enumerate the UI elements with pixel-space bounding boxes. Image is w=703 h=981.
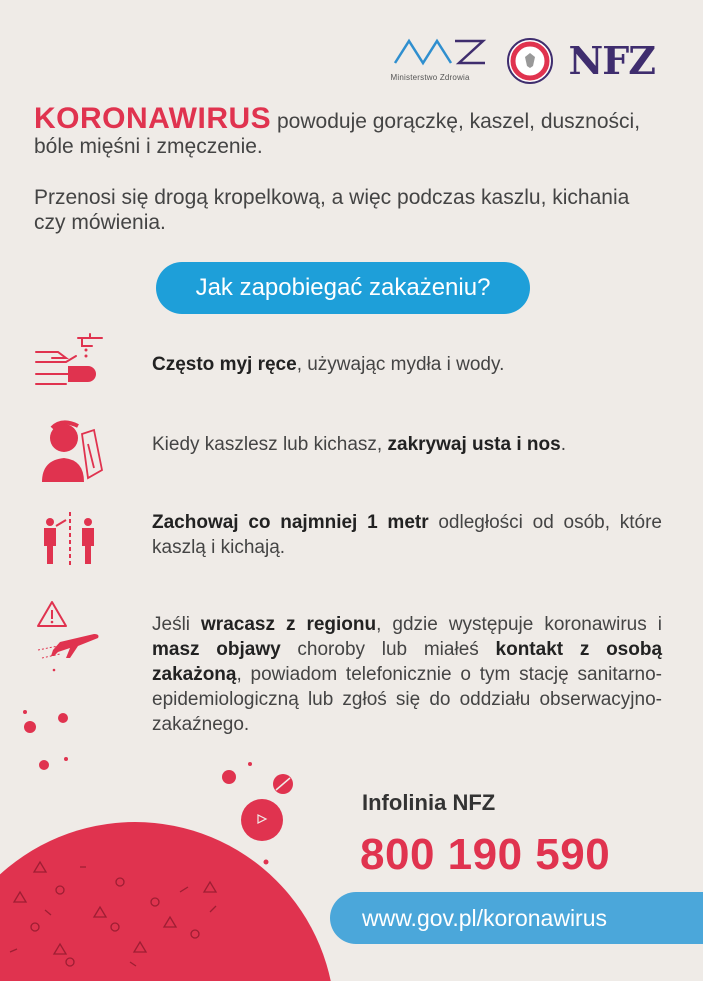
tip-2-end: .: [560, 434, 566, 455]
tip-4-bold-1: wracasz z regionu: [201, 614, 377, 635]
wash-hands-icon: [30, 332, 110, 392]
tip-4-bold-3: kontakt z osobą zakażoną: [152, 639, 663, 685]
tip-4-part-3: choroby lub miałeś: [280, 639, 496, 660]
ministry-logo-mark-icon: [393, 37, 489, 67]
tip-2-start: Kiedy kaszlesz lub kichasz,: [152, 434, 388, 455]
tip-4-part-1: Jeśli: [152, 614, 202, 635]
tip-4-part-4: , powiadom telefonicznie o tym stację sanitarno-epidemiologiczną lub zgłoś się do oddziału obserwacyjno-zakaźnego.: [152, 664, 662, 735]
sanitary-inspection-seal-icon: [507, 38, 553, 84]
tip-4-bold-2: masz objawy: [152, 639, 281, 660]
intro-symptoms: powoduje gorączkę, kaszel, duszności, bóle mięśni i zmęczenie.: [34, 110, 641, 158]
website-link[interactable]: www.gov.pl/koronawirus: [330, 892, 703, 944]
tip-wash-hands-text: [152, 352, 662, 377]
intro: [34, 102, 654, 235]
decorative-blob: [0, 822, 340, 981]
intro-paragraph-1: [34, 102, 654, 159]
tip-cover-mouth: [30, 414, 670, 486]
infoline-label: Infolinia NFZ: [362, 790, 496, 815]
nfz-logo: NFZ: [568, 38, 655, 83]
prevention-title: Jak zapobiegać zakażeniu?: [156, 262, 530, 314]
tip-2-bold: zakrywaj usta i nos: [387, 434, 561, 455]
tip-wash-hands: [30, 332, 670, 392]
ministry-caption: Ministerstwo Zdrowia: [390, 73, 470, 82]
tip-keep-distance-text: [152, 510, 662, 560]
tip-3-rest: odległości od osób, które kaszlą i kichają.: [152, 512, 662, 558]
logos: [391, 36, 655, 86]
ministry-logo: [391, 37, 491, 85]
tip-1-bold: Często myj ręce: [152, 354, 297, 375]
infoline-number[interactable]: 800 190 590: [360, 830, 611, 879]
keep-distance-icon: [30, 508, 110, 572]
tip-1-rest: , używając mydła i wody.: [296, 354, 505, 375]
tip-cover-mouth-text: [152, 432, 662, 457]
sneeze-icon: [30, 414, 110, 486]
intro-paragraph-2: Przenosi się drogą kropelkową, a więc podczas kaszlu, kichania czy mówienia.: [34, 186, 630, 234]
tip-travel-text: [152, 612, 662, 737]
warning-plane-icon: [30, 598, 110, 678]
tip-keep-distance: [30, 508, 670, 572]
tip-4-part-2: , gdzie występuje koronawirus i: [376, 614, 662, 635]
tip-3-bold: Zachowaj co najmniej 1 metr: [152, 512, 429, 533]
keyword-koronawirus: KORONAWIRUS: [34, 102, 272, 135]
tip-travel: [30, 598, 670, 748]
